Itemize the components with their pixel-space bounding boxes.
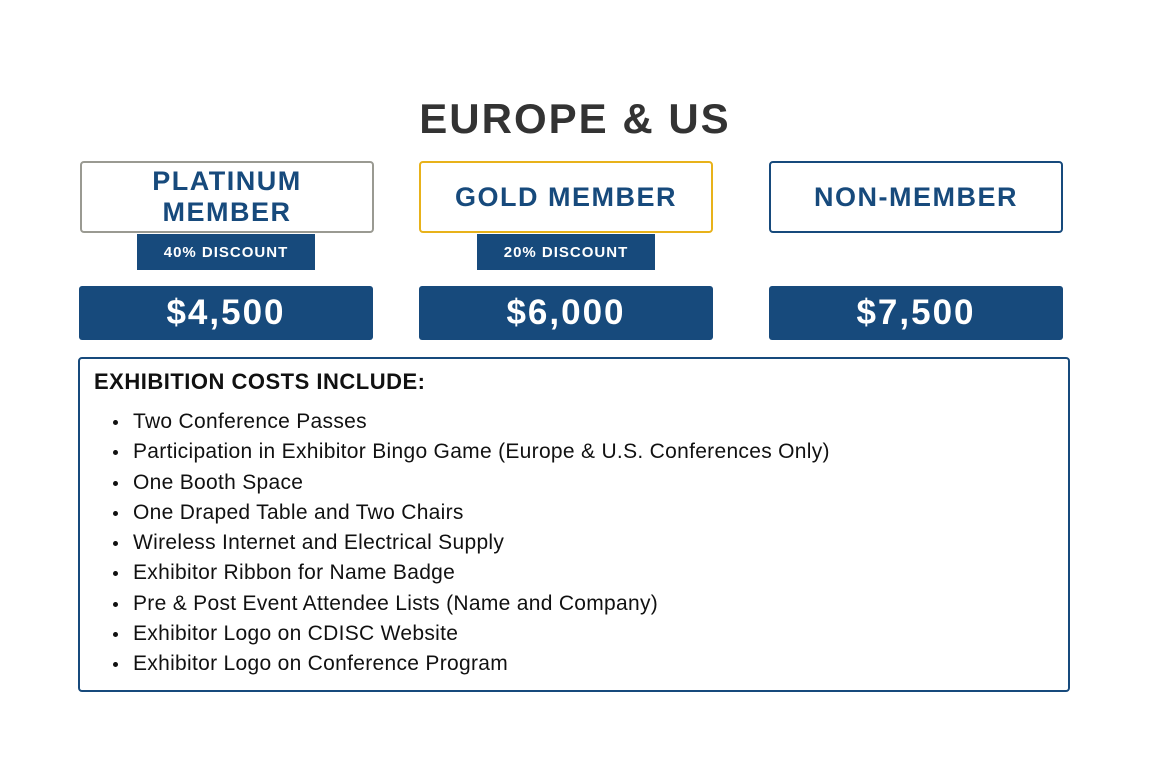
list-item: One Draped Table and Two Chairs: [105, 498, 830, 528]
exhibition-costs-title: EXHIBITION COSTS INCLUDE:: [94, 369, 426, 394]
list-item: Two Conference Passes: [105, 407, 830, 437]
exhibition-costs-list: [105, 407, 830, 680]
list-item: Exhibitor Logo on Conference Program: [105, 649, 830, 679]
list-item: Wireless Internet and Electrical Supply: [105, 528, 830, 558]
tier-nonmember-price: $7,500: [769, 286, 1063, 340]
tier-platinum-price: $4,500: [79, 286, 373, 340]
tier-gold-name: GOLD MEMBER: [455, 181, 677, 212]
exhibition-costs-panel: [78, 357, 1070, 692]
tier-nonmember-name: NON-MEMBER: [814, 181, 1018, 212]
tier-gold-discount-badge: 20% DISCOUNT: [477, 234, 655, 270]
tier-platinum-box: [80, 161, 374, 233]
tier-gold-price: $6,000: [419, 286, 713, 340]
list-item: Pre & Post Event Attendee Lists (Name and Company): [105, 589, 830, 619]
list-item: Exhibitor Logo on CDISC Website: [105, 619, 830, 649]
list-item: Exhibitor Ribbon for Name Badge: [105, 558, 830, 588]
tier-platinum-name-line1: PLATINUM: [152, 166, 302, 196]
list-item: One Booth Space: [105, 468, 830, 498]
list-item: Participation in Exhibitor Bingo Game (Europe & U.S. Conferences Only): [105, 437, 830, 467]
tier-gold-box: [419, 161, 713, 233]
tier-nonmember-box: [769, 161, 1063, 233]
tier-platinum-name-line2: MEMBER: [162, 197, 292, 227]
page-title: EUROPE & US: [419, 95, 731, 142]
tier-platinum-discount-badge: 40% DISCOUNT: [137, 234, 315, 270]
